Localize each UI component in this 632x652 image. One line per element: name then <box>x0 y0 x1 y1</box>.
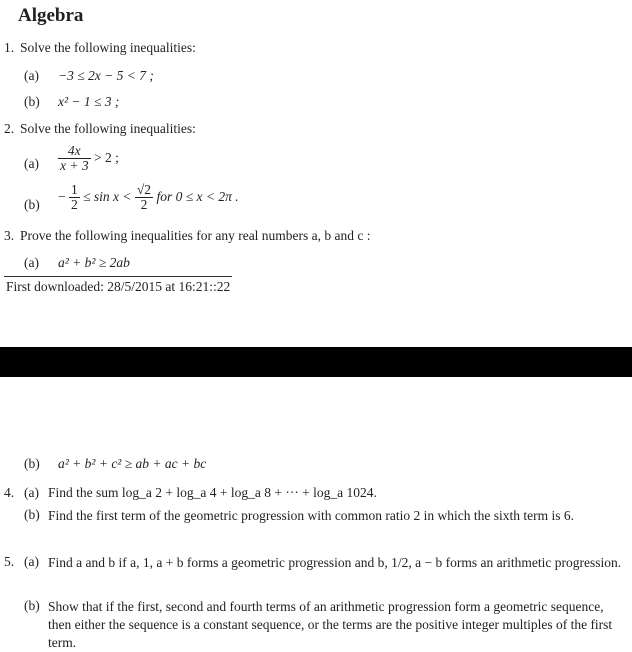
question-4a-label: (a) <box>24 485 39 500</box>
question-5b-text: Show that if the first, second and fourth terms of an arithmetic progression form a geometric sequence, then either the sequence is a constant sequence, or the terms are the positive integer multiples of the first term. <box>48 599 613 650</box>
question-5a-text: Find a and b if a, 1, a + b forms a geometric progression and b, 1/2, a − b forms an arithmetic progression. <box>48 555 622 570</box>
question-1b-expression: x² − 1 ≤ 3 ; <box>58 94 120 109</box>
fraction-one-half <box>69 183 80 212</box>
question-2b-label: (b) <box>24 197 40 212</box>
question-3-number: 3. <box>4 228 15 243</box>
minus-sign: − <box>58 188 66 204</box>
sine-inequality: ≤ sin x < <box>83 188 132 204</box>
fraction-numerator: 4x <box>67 143 81 158</box>
question-4-number: 4. <box>4 485 15 500</box>
question-4b-text: Find the first term of the geometric progression with common ratio 2 in which the sixth term is 6. <box>48 508 575 523</box>
question-2-text: Solve the following inequalities: <box>20 121 196 136</box>
question-2a-label: (a) <box>24 156 39 171</box>
question-4a-text: Find the sum log_a 2 + log_a 4 + log_a 8 + ··· + log_a 1024. <box>48 485 377 500</box>
question-4b-label: (b) <box>24 507 40 522</box>
fraction-4x-over-x-plus-3 <box>58 144 91 173</box>
page-title: Algebra <box>18 5 84 26</box>
domain-condition: for 0 ≤ x < 2π . <box>156 188 239 204</box>
footer-rule <box>4 276 232 277</box>
question-5a-label: (a) <box>24 554 39 569</box>
fraction-denominator: x + 3 <box>60 158 89 174</box>
fraction-numerator: 1 <box>71 182 78 197</box>
question-1-number: 1. <box>4 40 15 55</box>
fraction-denominator: 2 <box>135 197 153 212</box>
question-3b-label: (b) <box>24 456 40 471</box>
fraction-denominator: 2 <box>71 197 78 213</box>
question-1a-expression: −3 ≤ 2x − 5 < 7 ; <box>58 68 154 83</box>
question-2a-expression <box>58 144 119 173</box>
question-1a-label: (a) <box>24 68 39 83</box>
question-3a-label: (a) <box>24 255 39 270</box>
question-1-text: Solve the following inequalities: <box>20 40 196 55</box>
question-1b-label: (b) <box>24 94 40 109</box>
question-2-number: 2. <box>4 121 15 136</box>
question-5b-label: (b) <box>24 598 40 613</box>
download-footer: First downloaded: 28/5/2015 at 16:21::22 <box>6 279 231 294</box>
question-2a-inequality: > 2 ; <box>93 149 119 165</box>
fraction-numerator: √2 <box>136 182 152 197</box>
question-2b-expression <box>58 183 239 212</box>
page-break-bar <box>0 347 632 377</box>
question-3a-expression: a² + b² ≥ 2ab <box>58 255 130 270</box>
question-5-number: 5. <box>4 554 15 569</box>
fraction-root2-over-2 <box>135 183 153 212</box>
question-3-text: Prove the following inequalities for any real numbers a, b and c : <box>20 228 371 243</box>
question-3b-expression: a² + b² + c² ≥ ab + ac + bc <box>58 456 207 471</box>
